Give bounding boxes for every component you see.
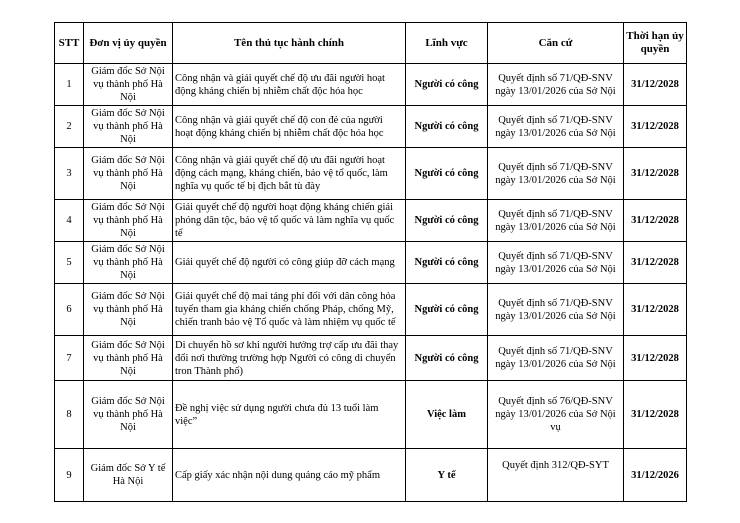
row-deadline: 31/12/2028: [624, 148, 687, 200]
row-procedure: Đề nghị việc sử dụng người chưa đủ 13 tuổi làm việc”: [173, 381, 406, 449]
row-deadline: 31/12/2028: [624, 381, 687, 449]
header-unit: Đơn vị ủy quyền: [84, 23, 173, 64]
row-stt: 3: [55, 148, 84, 200]
row-unit: Giám đốc Sở Nội vụ thành phố Hà Nội: [84, 64, 173, 106]
row-basis: Quyết định số 71/QĐ-SNV ngày 13/01/2026 của Sở Nội: [488, 336, 624, 381]
row-basis: Quyết định 312/QĐ-SYT: [488, 449, 624, 502]
row-field: Người có công: [406, 336, 488, 381]
table-row: [55, 381, 687, 449]
row-unit: Giám đốc Sở Nội vụ thành phố Hà Nội: [84, 284, 173, 336]
row-field: Người có công: [406, 284, 488, 336]
table-row: [55, 64, 687, 106]
row-stt: 9: [55, 449, 84, 502]
row-procedure: Giải quyết chế độ mai táng phí đối với dân công hỏa tuyến tham gia kháng chiến chống Pháp, chống Mỹ, chiến tranh bảo vệ Tổ quốc và làm nhiệm vụ quốc tế: [173, 284, 406, 336]
row-deadline: 31/12/2028: [624, 64, 687, 106]
row-field: Người có công: [406, 106, 488, 148]
row-field: Người có công: [406, 242, 488, 284]
row-stt: 2: [55, 106, 84, 148]
header-stt: STT: [55, 23, 84, 64]
row-field: Người có công: [406, 64, 488, 106]
header-procedure: Tên thủ tục hành chính: [173, 23, 406, 64]
table-row: [55, 200, 687, 242]
row-stt: 4: [55, 200, 84, 242]
row-field: Người có công: [406, 200, 488, 242]
row-unit: Giám đốc Sở Nội vụ thành phố Hà Nội: [84, 381, 173, 449]
header-field: Lĩnh vực: [406, 23, 488, 64]
row-basis: Quyết định số 71/QĐ-SNV ngày 13/01/2026 của Sở Nội: [488, 284, 624, 336]
row-procedure: Công nhận và giải quyết chế độ con đẻ của người hoạt động kháng chiến bị nhiễm chất độc hóa học: [173, 106, 406, 148]
row-deadline: 31/12/2028: [624, 106, 687, 148]
row-basis: Quyết định số 71/QĐ-SNV ngày 13/01/2026 của Sở Nội: [488, 64, 624, 106]
table-row: [55, 242, 687, 284]
row-unit: Giám đốc Sở Nội vụ thành phố Hà Nội: [84, 336, 173, 381]
row-procedure: Giải quyết chế độ người có công giúp đỡ cách mạng: [173, 242, 406, 284]
row-stt: 5: [55, 242, 84, 284]
row-stt: 7: [55, 336, 84, 381]
row-procedure: Cấp giấy xác nhận nội dung quảng cáo mỹ phẩm: [173, 449, 406, 502]
row-procedure: Giải quyết chế độ người hoạt động kháng chiến giải phóng dân tộc, bảo vệ tổ quốc và làm nghĩa vụ quốc tế: [173, 200, 406, 242]
row-procedure: Di chuyển hồ sơ khi người hưởng trợ cấp ưu đãi thay đổi nơi thường trường hợp Người có công di chuyển tron Thành phố): [173, 336, 406, 381]
row-field: Người có công: [406, 148, 488, 200]
row-basis: Quyết định số 71/QĐ-SNV ngày 13/01/2026 của Sở Nội: [488, 106, 624, 148]
row-unit: Giám đốc Sở Nội vụ thành phố Hà Nội: [84, 148, 173, 200]
row-stt: 8: [55, 381, 84, 449]
row-deadline: 31/12/2028: [624, 284, 687, 336]
row-unit: Giám đốc Sở Nội vụ thành phố Hà Nội: [84, 106, 173, 148]
row-deadline: 31/12/2028: [624, 200, 687, 242]
row-deadline: 31/12/2028: [624, 336, 687, 381]
header-row: [55, 23, 687, 64]
row-unit: Giám đốc Sở Nội vụ thành phố Hà Nội: [84, 242, 173, 284]
row-unit: Giám đốc Sở Nội vụ thành phố Hà Nội: [84, 200, 173, 242]
row-procedure: Công nhận và giải quyết chế độ ưu đãi người hoạt động kháng chiến bị nhiễm chất độc hóa học: [173, 64, 406, 106]
row-stt: 1: [55, 64, 84, 106]
table-row: [55, 106, 687, 148]
row-field: Việc làm: [406, 381, 488, 449]
table-row: [55, 148, 687, 200]
header-deadline: Thời hạn ủy quyền: [624, 23, 687, 64]
table-row: [55, 284, 687, 336]
row-basis: Quyết định số 71/QĐ-SNV ngày 13/01/2026 của Sở Nội: [488, 148, 624, 200]
header-basis: Căn cứ: [488, 23, 624, 64]
row-basis: Quyết định số 71/QĐ-SNV ngày 13/01/2026 của Sở Nội: [488, 200, 624, 242]
row-deadline: 31/12/2028: [624, 242, 687, 284]
row-unit: Giám đốc Sở Y tế Hà Nội: [84, 449, 173, 502]
row-basis: Quyết định số 71/QĐ-SNV ngày 13/01/2026 của Sở Nội: [488, 242, 624, 284]
row-procedure: Công nhận và giải quyết chế độ ưu đãi người hoạt động cách mạng, kháng chiến, bảo vệ tổ quốc, làm nghĩa vụ quốc tế bị địch bắt tù đày: [173, 148, 406, 200]
table-row: [55, 449, 687, 502]
row-deadline: 31/12/2026: [624, 449, 687, 502]
delegation-table: [54, 22, 687, 502]
row-field: Y tế: [406, 449, 488, 502]
row-stt: 6: [55, 284, 84, 336]
table-row: [55, 336, 687, 381]
row-basis: Quyết định số 76/QĐ-SNV ngày 13/01/2026 của Sở Nội vụ: [488, 381, 624, 449]
